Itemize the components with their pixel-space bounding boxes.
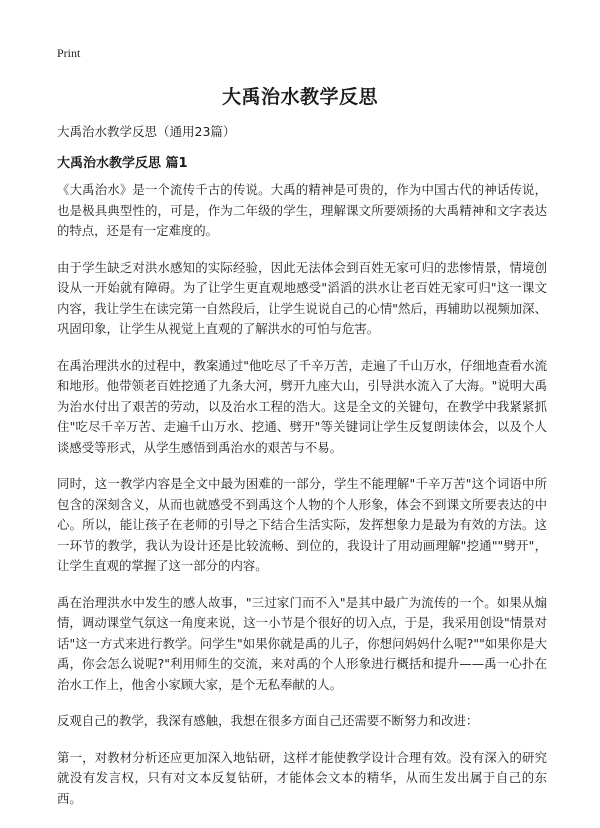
paragraph-3: 在禹治理洪水的过程中，教案通过"他吃尽了千辛万苦，走遍了千山万水，仔细地查看水流和地形。他带领老百姓挖通了九条大河，劈开九座大山，引导洪水流入了大海。"说明大禹为治水付出了艰苦的劳动，以及治水工程的浩大。这是全文的关键句，在教学中我紧紧抓住"吃尽千辛万苦、走遍千山万水、挖通、劈开"等关键词让学生反复朗读体会，以及个人谈感受等形式，从学生感悟到禹治水的艰苦与不易。	[57, 357, 547, 455]
document-subtitle: 大禹治水教学反思（通用23篇）	[57, 124, 236, 139]
page-title: 大禹治水教学反思	[221, 86, 378, 108]
paragraph-6: 反观自己的教学，我深有感触，我想在很多方面自己还需要不断努力和改进：	[57, 713, 479, 728]
paragraph-4: 同时，这一教学内容是全文中最为困难的一部分，学生不能理解"千辛万苦"这个词语中所包含的深刻含义，从而也就感受不到禹这个人物的个人形象，体会不到课文所要表达的中心。所以，能让孩子在老师的引导之下结合生活实际，发挥想象力是最为有效的方法。这一环节的教学，我认为设计还是比较流畅、到位的，我设计了用动画理解"挖通""劈开"，让学生直观的掌握了这一部分的内容。	[57, 476, 547, 573]
section-heading: 大禹治水教学反思 篇1	[57, 156, 188, 171]
paragraph-2: 由于学生缺乏对洪水感知的实际经验，因此无法体会到百姓无家可归的悲惨情景，情境创设从一开始就有障碍。为了让学生更直观地感受"滔滔的洪水让老百姓无家可归"这一课文内容，我让学生在读完第一自然段后，让学生说说自己的心情"然后，再辅助以视频加深、巩固印象，让学生从视觉上直观的了解洪水的可怕与危害。	[57, 259, 547, 336]
paragraph-1: 《大禹治水》是一个流传千古的传说。大禹的精神是可贵的，作为中国古代的神话传说，也是极具典型性的，可是，作为二年级的学生，理解课文所要颂扬的大禹精神和文字表达的特点，还是有一定难度的。	[57, 182, 547, 238]
paragraph-5: 禹在治理洪水中发生的感人故事，"三过家门而不入"是其中最广为流传的一个。如果从煽情，调动课堂气氛这一角度来说，这一小节是个很好的切入点，于是，我采用创设"情景对话"这一方式来进行教学。问学生"如果你就是禹的儿子，你想问妈妈什么呢?""如果你是大禹，你会怎么说呢?"利用师生的交流，来对禹的个人形象进行概括和提升——禹一心扑在治水工作上，他舍小家顾大家，是个无私奉献的人。	[57, 594, 547, 692]
document-body	[57, 180, 547, 825]
paragraph-7: 第一，对教材分析还应更加深入地钻研，这样才能使教学设计合理有效。没有深入的研究就没有发言权，只有对文本反复钻研，才能体会文本的精华，从而生发出属于自己的东西。	[57, 749, 547, 806]
print-link[interactable]: Print	[57, 46, 81, 60]
